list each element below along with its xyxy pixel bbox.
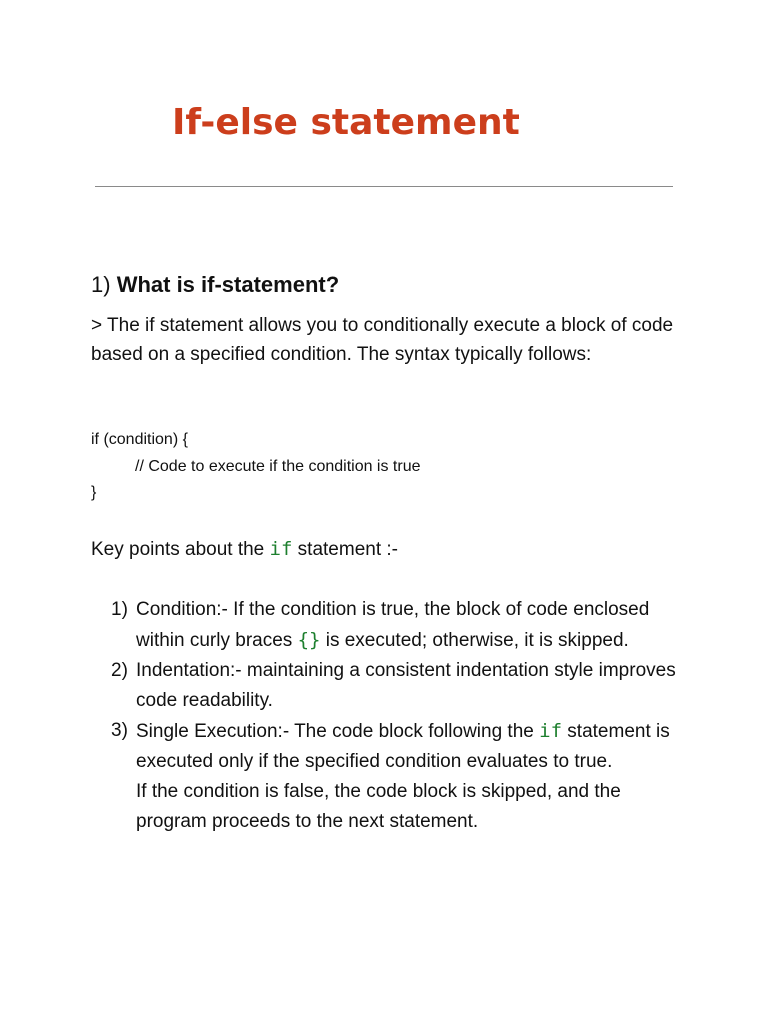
key-points-suffix: statement :-: [292, 539, 399, 560]
code-line-1: if (condition) {: [91, 431, 188, 448]
section-heading: [91, 270, 339, 300]
code-line-3: }: [91, 484, 97, 501]
horizontal-divider: [95, 186, 673, 187]
list-item-extra-text: If the condition is false, the code block is skipped, and the program proceeds to the next statement.: [136, 781, 621, 832]
key-points-heading: [91, 535, 398, 564]
list-item-number: 2): [111, 660, 128, 681]
list-item: [111, 594, 686, 656]
list-item-number: 1): [111, 599, 128, 620]
list-item: [111, 656, 686, 716]
intro-paragraph: > The if statement allows you to conditionally execute a block of code based on a specified condition. The syntax typically follows:: [91, 315, 674, 365]
code-line-2: // Code to execute if the condition is true: [135, 457, 421, 475]
list-item-text: is executed; otherwise, it is skipped.: [320, 630, 629, 651]
list-item: [111, 716, 686, 837]
inline-code-if: if: [269, 538, 293, 560]
list-item-text: Single Execution:- The code block following the: [136, 721, 540, 742]
page-title: If-else statement: [172, 102, 520, 143]
list-item-text: statement is executed only if the specified condition evaluates to true.: [136, 721, 670, 772]
list-item-text: Condition:- If the condition is true, the block of code enclosed within curly braces: [136, 599, 650, 651]
key-points-prefix: Key points about the: [91, 539, 270, 560]
section-number: 1): [91, 272, 111, 297]
section-heading-text: What is if-statement?: [116, 272, 340, 297]
inline-code-braces: {}: [297, 629, 321, 651]
inline-code-if: if: [539, 720, 563, 742]
code-syntax-block: [91, 427, 421, 507]
key-points-list: [111, 594, 686, 837]
list-item-number: 3): [111, 720, 128, 741]
list-item-text: Indentation:- maintaining a consistent indentation style improves code readability.: [136, 660, 676, 711]
